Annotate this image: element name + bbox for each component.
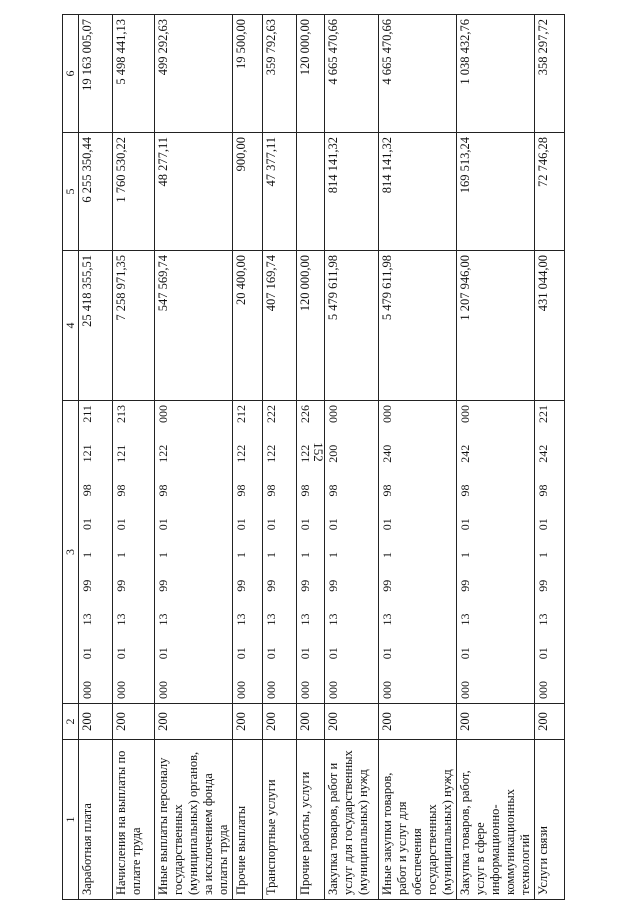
code-segment: 000 bbox=[80, 681, 94, 699]
row-column-6: 1 038 432,76 bbox=[457, 15, 535, 133]
code-segments bbox=[380, 405, 394, 699]
row-column-4: 1 207 946,00 bbox=[457, 251, 535, 401]
row-column-5: 900,00 bbox=[233, 133, 263, 251]
code-segment: 01 bbox=[264, 647, 278, 660]
code-segment: 122 bbox=[234, 444, 248, 463]
code-segment: 213 bbox=[114, 405, 128, 423]
code-segment: 222 bbox=[264, 405, 278, 423]
code-segment: 99 bbox=[298, 579, 312, 592]
code-segment: 212 bbox=[234, 405, 248, 423]
row-column-6: 19 500,00 bbox=[233, 15, 263, 133]
code-segment: 1 bbox=[326, 552, 340, 558]
row-column-6: 4 665 470,66 bbox=[325, 15, 379, 133]
budget-classification-code bbox=[535, 401, 565, 704]
code-segment: 01 bbox=[380, 518, 394, 531]
code-segment: 99 bbox=[380, 579, 394, 592]
table-row bbox=[535, 15, 565, 900]
code-segment: 01 bbox=[380, 647, 394, 660]
code-segments bbox=[458, 405, 472, 699]
row-column-6: 120 000,00 bbox=[297, 15, 325, 133]
table-row bbox=[113, 15, 155, 900]
row-column-2: 200 bbox=[325, 704, 379, 740]
row-column-5: 72 746,28 bbox=[535, 133, 565, 251]
code-segment: 01 bbox=[80, 647, 94, 660]
table-row bbox=[325, 15, 379, 900]
code-segment: 122 bbox=[264, 444, 278, 463]
code-segment: 01 bbox=[298, 647, 312, 660]
code-segment: 13 bbox=[156, 613, 170, 626]
code-segment: 01 bbox=[536, 518, 550, 531]
code-segment: 01 bbox=[458, 647, 472, 660]
code-segments bbox=[298, 405, 312, 699]
code-segment: 000 bbox=[380, 681, 394, 699]
code-segment: 242 bbox=[458, 444, 472, 463]
code-segment: 99 bbox=[326, 579, 340, 592]
row-column-5: 814 141,32 bbox=[379, 133, 457, 251]
budget-classification-code bbox=[79, 401, 113, 704]
budget-classification-code bbox=[155, 401, 233, 704]
table-row bbox=[297, 15, 325, 900]
code-segment: 122 bbox=[156, 444, 170, 463]
code-segment: 1 bbox=[298, 552, 312, 558]
code-segments bbox=[536, 405, 550, 699]
row-column-4: 5 479 611,98 bbox=[379, 251, 457, 401]
code-segment: 01 bbox=[298, 518, 312, 531]
code-segment: 122 bbox=[298, 444, 312, 463]
code-segment: 98 bbox=[380, 484, 394, 497]
code-segment: 01 bbox=[326, 647, 340, 660]
budget-classification-code bbox=[263, 401, 297, 704]
code-segment: 000 bbox=[156, 405, 170, 423]
budget-classification-code bbox=[457, 401, 535, 704]
row-column-5: 48 277,11 bbox=[155, 133, 233, 251]
code-segments bbox=[326, 405, 340, 699]
code-segment: 01 bbox=[458, 518, 472, 531]
code-segment: 13 bbox=[80, 613, 94, 626]
table-row bbox=[155, 15, 233, 900]
code-segment: 01 bbox=[114, 647, 128, 660]
code-segments bbox=[234, 405, 248, 699]
row-column-4: 25 418 355,51 bbox=[79, 251, 113, 401]
code-segment: 13 bbox=[234, 613, 248, 626]
row-column-5: 1 760 530,22 bbox=[113, 133, 155, 251]
row-name: Заработная плата bbox=[79, 740, 113, 900]
row-column-4: 547 569,74 bbox=[155, 251, 233, 401]
row-column-4: 20 400,00 bbox=[233, 251, 263, 401]
budget-classification-code bbox=[113, 401, 155, 704]
code-segment: 13 bbox=[380, 613, 394, 626]
row-column-4: 431 044,00 bbox=[535, 251, 565, 401]
code-segment: 200 bbox=[326, 444, 340, 463]
row-column-4: 7 258 971,35 bbox=[113, 251, 155, 401]
budget-classification-code bbox=[297, 401, 325, 704]
code-segment: 99 bbox=[114, 579, 128, 592]
code-segment: 1 bbox=[380, 552, 394, 558]
page-number: 152 bbox=[311, 442, 326, 462]
code-segment: 1 bbox=[114, 552, 128, 558]
row-name: Закупка товаров, работ, услуг в сфере информационно-коммуникационных технологий bbox=[457, 740, 535, 900]
code-segment: 98 bbox=[80, 484, 94, 497]
column-header-2: 2 bbox=[63, 704, 79, 740]
row-column-5: 6 255 350,44 bbox=[79, 133, 113, 251]
table-row bbox=[233, 15, 263, 900]
row-column-2: 200 bbox=[263, 704, 297, 740]
code-segment: 01 bbox=[80, 518, 94, 531]
code-segment: 98 bbox=[156, 484, 170, 497]
code-segment: 98 bbox=[536, 484, 550, 497]
row-column-5: 169 513,24 bbox=[457, 133, 535, 251]
code-segment: 226 bbox=[298, 405, 312, 423]
code-segment: 13 bbox=[114, 613, 128, 626]
code-segment: 98 bbox=[326, 484, 340, 497]
table-row bbox=[457, 15, 535, 900]
row-name: Иные выплаты персоналу государственных (муниципальных) органов, за исключением фонда оплаты труда bbox=[155, 740, 233, 900]
row-name: Услуги связи bbox=[535, 740, 565, 900]
code-segment: 211 bbox=[80, 405, 94, 423]
code-segment: 13 bbox=[536, 613, 550, 626]
code-segment: 1 bbox=[80, 551, 94, 558]
column-header-3: 3 bbox=[63, 401, 79, 704]
code-segment: 000 bbox=[458, 405, 472, 423]
column-header-5: 5 bbox=[63, 133, 79, 251]
row-name: Иные закупки товаров, работ и услуг для обеспечения государственных (муниципальных) нужд bbox=[379, 740, 457, 900]
code-segment: 99 bbox=[156, 579, 170, 592]
code-segment: 1 bbox=[458, 552, 472, 558]
row-column-5 bbox=[297, 133, 325, 251]
code-segments bbox=[264, 405, 278, 699]
code-segment: 000 bbox=[264, 681, 278, 699]
code-segment: 01 bbox=[156, 518, 170, 531]
budget-classification-code bbox=[379, 401, 457, 704]
code-segment: 000 bbox=[114, 681, 128, 699]
table-row bbox=[263, 15, 297, 900]
row-column-6: 19 163 005,07 bbox=[79, 15, 113, 133]
row-column-5: 814 141,32 bbox=[325, 133, 379, 251]
row-column-4: 5 479 611,98 bbox=[325, 251, 379, 401]
document-sheet bbox=[62, 15, 630, 900]
code-segment: 99 bbox=[458, 579, 472, 592]
code-segment: 242 bbox=[536, 444, 550, 463]
code-segment: 240 bbox=[380, 444, 394, 463]
code-segment: 000 bbox=[326, 405, 340, 423]
row-column-2: 200 bbox=[457, 704, 535, 740]
row-column-4: 407 169,74 bbox=[263, 251, 297, 401]
row-column-6: 4 665 470,66 bbox=[379, 15, 457, 133]
code-segment: 121 bbox=[114, 444, 128, 463]
column-header-1: 1 bbox=[63, 740, 79, 900]
code-segment: 000 bbox=[298, 681, 312, 699]
code-segment: 13 bbox=[264, 613, 278, 626]
rotated-page bbox=[62, 15, 630, 900]
code-segment: 99 bbox=[234, 579, 248, 592]
code-segment: 1 bbox=[234, 552, 248, 558]
column-header-4: 4 bbox=[63, 251, 79, 401]
code-segments bbox=[114, 405, 128, 699]
row-column-2: 200 bbox=[379, 704, 457, 740]
code-segment: 01 bbox=[264, 518, 278, 531]
code-segment: 000 bbox=[234, 681, 248, 699]
code-segment: 98 bbox=[114, 484, 128, 497]
code-segment: 01 bbox=[234, 647, 248, 660]
row-column-2: 200 bbox=[297, 704, 325, 740]
code-segment: 221 bbox=[536, 405, 550, 423]
table-row bbox=[79, 15, 113, 900]
row-column-2: 200 bbox=[535, 704, 565, 740]
row-column-6: 499 292,63 bbox=[155, 15, 233, 133]
code-segment: 000 bbox=[326, 681, 340, 699]
code-segment: 121 bbox=[80, 444, 94, 463]
code-segment: 01 bbox=[156, 647, 170, 660]
column-header-6: 6 bbox=[63, 15, 79, 133]
code-segment: 99 bbox=[80, 579, 94, 592]
code-segment: 000 bbox=[536, 681, 550, 699]
row-column-6: 358 297,72 bbox=[535, 15, 565, 133]
code-segment: 98 bbox=[264, 484, 278, 497]
row-name: Начисления на выплаты по оплате труда bbox=[113, 740, 155, 900]
code-segment: 01 bbox=[114, 518, 128, 531]
code-segment: 1 bbox=[264, 552, 278, 558]
header-row bbox=[63, 15, 79, 900]
row-name: Прочие работы, услуги bbox=[297, 740, 325, 900]
code-segment: 99 bbox=[536, 579, 550, 592]
budget-classification-code bbox=[325, 401, 379, 704]
row-column-5: 47 377,11 bbox=[263, 133, 297, 251]
budget-classification-code bbox=[233, 401, 263, 704]
row-column-6: 359 792,63 bbox=[263, 15, 297, 133]
row-name: Закупка товаров, работ и услуг для государственных (муниципальных) нужд bbox=[325, 740, 379, 900]
code-segment: 01 bbox=[234, 518, 248, 531]
code-segment: 1 bbox=[156, 552, 170, 558]
code-segment: 98 bbox=[298, 484, 312, 497]
code-segments bbox=[80, 405, 94, 699]
code-segment: 98 bbox=[234, 484, 248, 497]
code-segment: 1 bbox=[536, 552, 550, 558]
code-segment: 13 bbox=[298, 613, 312, 626]
code-segment: 01 bbox=[326, 518, 340, 531]
row-column-6: 5 498 441,13 bbox=[113, 15, 155, 133]
code-segment: 000 bbox=[458, 681, 472, 699]
row-column-2: 200 bbox=[79, 704, 113, 740]
code-segment: 13 bbox=[326, 613, 340, 626]
row-column-2: 200 bbox=[233, 704, 263, 740]
row-column-2: 200 bbox=[113, 704, 155, 740]
code-segment: 13 bbox=[458, 613, 472, 626]
code-segment: 99 bbox=[264, 579, 278, 592]
code-segment: 01 bbox=[536, 647, 550, 660]
code-segment: 98 bbox=[458, 484, 472, 497]
row-name: Прочие выплаты bbox=[233, 740, 263, 900]
row-column-2: 200 bbox=[155, 704, 233, 740]
budget-table bbox=[62, 14, 565, 900]
row-name: Транспортные услуги bbox=[263, 740, 297, 900]
table-row bbox=[379, 15, 457, 900]
code-segments bbox=[156, 405, 170, 699]
code-segment: 000 bbox=[156, 681, 170, 699]
row-column-4: 120 000,00 bbox=[297, 251, 325, 401]
code-segment: 000 bbox=[380, 405, 394, 423]
